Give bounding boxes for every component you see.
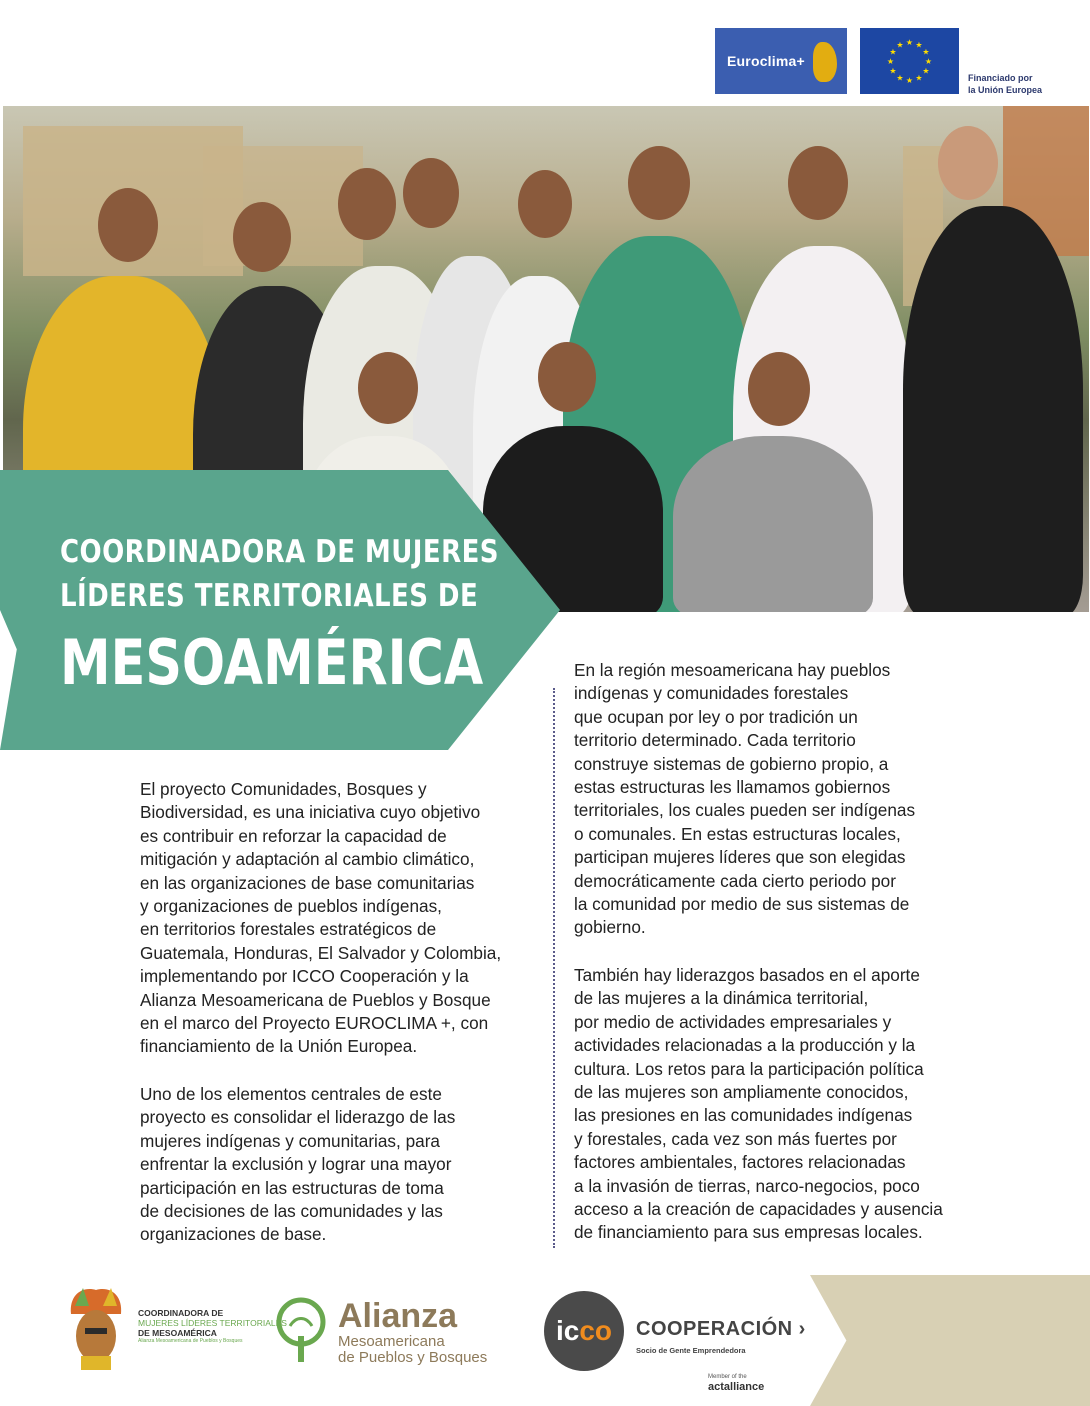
coord-line1: COORDINADORA DE	[138, 1308, 224, 1318]
title-line2: LÍDERES TERRITORIALES DE	[60, 578, 479, 614]
alianza-tree-icon	[276, 1296, 326, 1366]
svg-text:★: ★	[905, 76, 914, 85]
column-divider	[553, 688, 555, 1248]
icco-cooperacion-title: COOPERACIÓN ›	[636, 1318, 806, 1340]
euroclima-logo	[715, 28, 847, 94]
euroclima-label: Euroclima+	[727, 53, 805, 69]
eu-financed-line1: Financiado por	[968, 73, 1033, 83]
alianza-sub2: de Pueblos y Bosques	[338, 1349, 488, 1366]
alianza-title: Alianza	[338, 1297, 458, 1335]
eu-financed-text	[968, 72, 1042, 96]
svg-text:★: ★	[896, 40, 904, 50]
act-member-text: Member of the	[708, 1374, 747, 1380]
svg-text:★: ★	[896, 73, 904, 83]
footer-band	[810, 1275, 1090, 1406]
eu-flag-logo	[860, 28, 959, 94]
page-title-main: MESOAMÉRICA	[60, 626, 484, 699]
act-alliance-logo: actalliance	[708, 1381, 765, 1393]
eu-financed-line2: la Unión Europea	[968, 85, 1043, 95]
paragraph-4: También hay liderazgos basados en el aporte de las mujeres a la dinámica territorial, por medio de actividades empresariales y actividades relacionadas a la producción y la cultura. Los retos para la participación política de las mujeres son ampliamente conocidos, las presiones en las comunidades indígenas y forestales, cada vez son más fuertes por factores ambientales, factores relacionadas a la invasión de tierras, narco-negocios, poco acceso a la creación de capacidades y ausencia de financiamiento para sus empresas locales.	[574, 965, 943, 1243]
svg-text:★: ★	[886, 57, 895, 66]
paragraph-3: En la región mesoamericana hay pueblos indígenas y comunidades forestales que ocupan por ley o por tradición un territorio determinado. Cada territorio construye sistemas de gobierno propio, a estas estructuras les llamamos gobiernos territoriales, los cuales pueden ser indígenas o comunales. En estas estructuras locales, participan mujeres líderes que son elegidas democráticamente cada cierto periodo por la comunidad por medio de sus sistemas de gobierno.	[574, 660, 916, 938]
svg-text:★: ★	[924, 57, 933, 66]
coordinadora-text	[138, 1308, 287, 1345]
svg-text:★: ★	[922, 66, 930, 76]
eu-stars-icon	[860, 28, 959, 94]
alianza-sub1: Mesoamericana	[338, 1333, 445, 1350]
icco-logo: ic co	[544, 1291, 624, 1371]
coord-line3: DE MESOAMÉRICA	[138, 1328, 217, 1338]
svg-text:★: ★	[889, 66, 897, 76]
latin-america-map-icon	[813, 42, 837, 82]
coord-line4: Alianza Mesoamericana de Pueblos y Bosques	[138, 1338, 243, 1344]
svg-text:★: ★	[915, 40, 923, 50]
paragraph-1: El proyecto Comunidades, Bosques y Biodiversidad, es una iniciativa cuyo objetivo es contribuir en reforzar la capacidad de mitigación y adaptación al cambio climático, en las organizaciones de base comunitarias y organizaciones de pueblos indígenas, en territorios forestales estratégicos de Guatemala, Honduras, El Salvador y Colombia, implementando por ICCO Cooperación y la Alianza Mesoamericana de Pueblos y Bosque en el marco del Proyecto EUROCLIMA +, con financiamiento de la Unión Europea.	[140, 779, 502, 1057]
svg-text:★: ★	[922, 47, 930, 57]
paragraph-2: Uno de los elementos centrales de este proyecto es consolidar el liderazgo de las mujeres indígenas y comunitarias, para enfrentar la exclusión y lograr una mayor participación en las estructuras de toma de decisiones de las comunidades y las organizaciones de base.	[140, 1084, 456, 1245]
svg-text:★: ★	[889, 47, 897, 57]
svg-text:★: ★	[905, 38, 914, 47]
icco-subtitle: Socio de Gente Emprendedora	[636, 1346, 746, 1355]
coord-line2: MUJERES LÍDERES TERRITORIALES	[138, 1318, 287, 1328]
coordinadora-logo-icon	[63, 1284, 129, 1374]
page-title-top	[60, 530, 499, 618]
svg-text:★: ★	[915, 73, 923, 83]
title-line1: COORDINADORA DE MUJERES	[60, 534, 499, 570]
alianza-subtitle	[338, 1334, 487, 1366]
